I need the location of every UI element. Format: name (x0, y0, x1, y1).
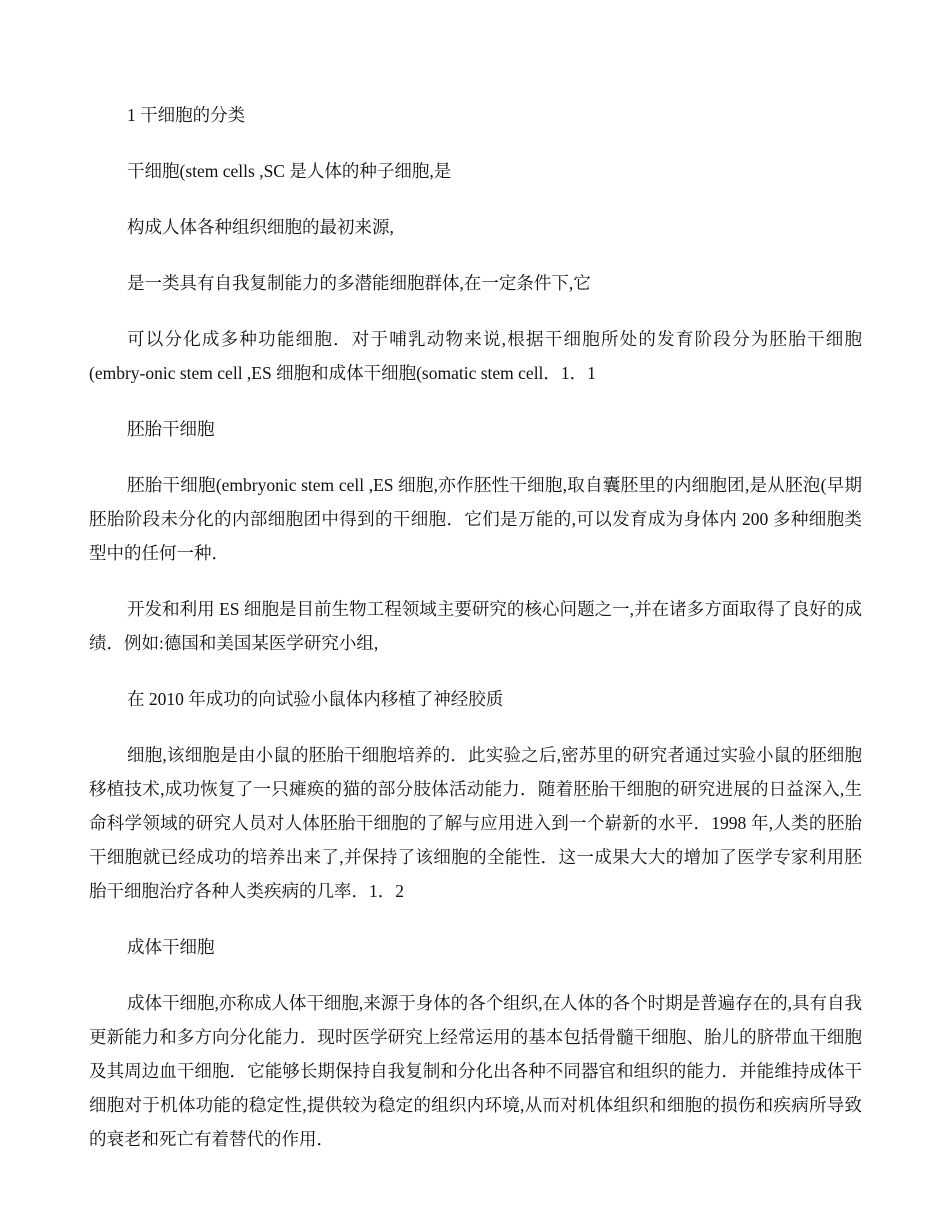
paragraph-research-progress: 细胞,该细胞是由小鼠的胚胎干细胞培养的．此实验之后,密苏里的研究者通过实验小鼠的胚细胞移植技术,成功恢复了一只瘫痪的猫的部分肢体活动能力．随着胚胎干细胞的研究进展的日益深入,生命科学领域的研究人员对人体胚胎干细胞的了解与应用进入到一个崭新的水平．1998 年,人类的胚胎干细胞就已经成功的培养出来了,并保持了该细胞的全能性．这一成果大大的增加了医学专家利用胚胎干细胞治疗各种人类疾病的几率．1．2 (89, 745, 862, 901)
paragraph-2010-transplant: 在 2010 年成功的向试验小鼠体内移植了神经胶质 (127, 689, 504, 709)
section-heading-classification: 1 干细胞的分类 (127, 105, 246, 125)
paragraph-stem-cell-definition: 干细胞(stem cells ,SC 是人体的种子细胞,是 (127, 161, 452, 181)
section-heading-adult: 成体干细胞 (127, 937, 215, 957)
paragraph-origin: 构成人体各种组织细胞的最初来源, (127, 217, 394, 237)
paragraph-es-research: 开发和利用 ES 细胞是目前生物工程领域主要研究的核心问题之一,并在诸多方面取得了良好的成绩．例如:德国和美国某医学研究小组, (89, 599, 862, 653)
paragraph-embryonic-definition: 胚胎干细胞(embryonic stem cell ,ES 细胞,亦作胚性干细胞,取自囊胚里的内细胞团,是从胚泡(早期胚胎阶段未分化的内部细胞团中得到的干细胞．它们是万能的,可以发育成为身体内 200 多种细胞类型中的任何一种． (89, 475, 862, 563)
paragraph-differentiation: 可以分化成多种功能细胞．对于哺乳动物来说,根据干细胞所处的发育阶段分为胚胎干细胞(embry-onic stem cell ,ES 细胞和成体干细胞(somatic stem cell．1．1 (89, 329, 862, 383)
paragraph-self-renewal: 是一类具有自我复制能力的多潜能细胞群体,在一定条件下,它 (127, 273, 591, 293)
section-heading-embryonic: 胚胎干细胞 (127, 419, 215, 439)
paragraph-adult-definition: 成体干细胞,亦称成人体干细胞,来源于身体的各个组织,在人体的各个时期是普遍存在的,具有自我更新能力和多方向分化能力．现时医学研究上经常运用的基本包括骨髓干细胞、胎儿的脐带血干细胞及其周边血干细胞．它能够长期保持自我复制和分化出各种不同器官和组织的能力．并能维持成体干细胞对于机体功能的稳定性,提供较为稳定的组织内环境,从而对机体组织和细胞的损伤和疾病所导致的衰老和死亡有着替代的作用． (89, 993, 862, 1149)
